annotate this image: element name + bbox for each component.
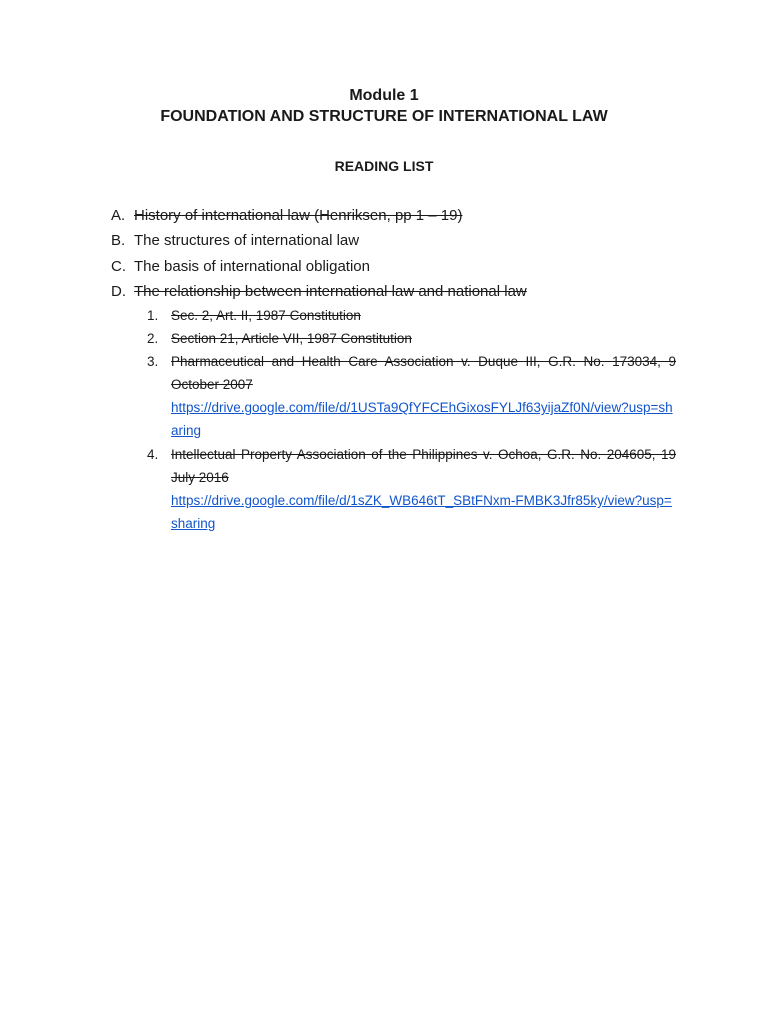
subitem-2: [147, 327, 676, 350]
topic-item-b: [111, 231, 359, 251]
subitem-text: Pharmaceutical and Health Care Association v. Duque III, G.R. No. 173034, 9 October 2007: [171, 354, 676, 392]
subitem-marker: 2.: [147, 331, 159, 346]
topic-text: The basis of international obligation: [134, 258, 370, 275]
subitem-1: [147, 304, 676, 327]
topic-text: History of international law (Henriksen, pp 1 – 19): [134, 207, 463, 224]
subitem-text: Intellectual Property Association of the Philippines v. Ochoa, G.R. No. 204605, 19 July 2016: [171, 447, 676, 485]
drive-link[interactable]: https://drive.google.com/file/d/1sZK_WB646tT_SBtFNxm-FMBK3Jfr85ky/view?usp=sharing: [171, 493, 672, 531]
subitem-text: Section 21, Article VII, 1987 Constitution: [171, 331, 412, 346]
topic-marker: B.: [111, 232, 126, 249]
reading-list-title: READING LIST: [334, 158, 434, 174]
subitem-marker: 1.: [147, 308, 159, 323]
module-title: Module 1: [349, 87, 419, 104]
topic-marker: C.: [111, 258, 126, 275]
subitem-3: [147, 350, 676, 442]
topic-marker: A.: [111, 207, 126, 224]
topic-item-c: [111, 257, 370, 277]
page-title: FOUNDATION AND STRUCTURE OF INTERNATIONAL LAW: [160, 108, 608, 125]
subitem-marker: 3.: [147, 354, 159, 369]
subitem-text: Sec. 2, Art. II, 1987 Constitution: [171, 308, 361, 323]
topic-text: The relationship between international law and national law: [134, 283, 527, 300]
subitem-4: [147, 443, 676, 535]
topic-text: The structures of international law: [134, 232, 360, 249]
topic-item-d: [111, 282, 527, 302]
topic-marker: D.: [111, 283, 126, 300]
drive-link[interactable]: https://drive.google.com/file/d/1USTa9QfYFCEhGixosFYLJf63yijaZf0N/view?usp=sharing: [171, 400, 673, 438]
topic-item-a: [111, 206, 463, 226]
subitem-marker: 4.: [147, 447, 159, 462]
